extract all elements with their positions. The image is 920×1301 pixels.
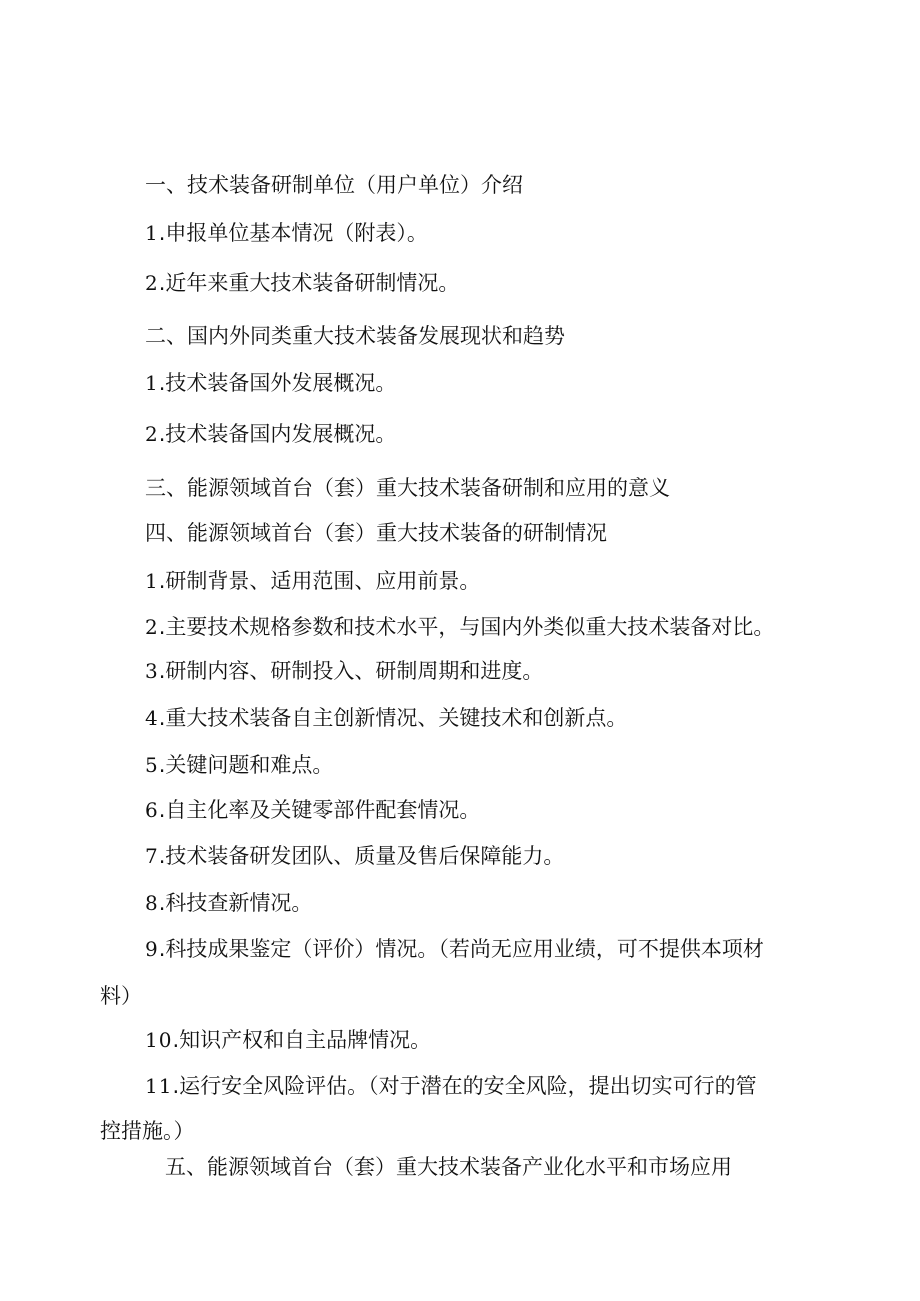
list-item — [145, 220, 428, 246]
item-number: 10 — [145, 1028, 173, 1052]
list-item — [145, 658, 543, 684]
item-number: 8 — [145, 891, 159, 915]
item-number: 4 — [145, 706, 159, 730]
section-heading-2: 二、国内外同类重大技术装备发展现状和趋势 — [145, 324, 565, 348]
item-number: 11 — [145, 1074, 173, 1098]
item-text: .申报单位基本情况（附表）。 — [158, 221, 428, 245]
item-number: 1 — [145, 221, 159, 245]
item-number: 6 — [145, 798, 159, 822]
item-text: .重大技术装备自主创新情况、关键技术和创新点。 — [158, 706, 628, 730]
item-text: .知识产权和自主品牌情况。 — [172, 1028, 432, 1052]
section-heading-1: 一、技术装备研制单位（用户单位）介绍 — [145, 173, 523, 197]
list-item — [145, 1027, 431, 1053]
section-heading-5: 五、能源领域首台（套）重大技术装备产业化水平和市场应用 — [165, 1155, 732, 1179]
list-item — [145, 370, 396, 396]
list-item-continuation: 控措施。） — [100, 1119, 195, 1143]
item-text: .主要技术规格参数和技术水平，与国内外类似重大技术装备对比。 — [158, 615, 775, 639]
item-text: .研制背景、适用范围、应用前景。 — [158, 569, 481, 593]
item-number: 2 — [145, 422, 159, 446]
item-text: .关键问题和难点。 — [158, 753, 334, 777]
item-text: .近年来重大技术装备研制情况。 — [158, 271, 460, 295]
list-item — [145, 752, 333, 778]
item-number: 9 — [145, 937, 159, 961]
list-item — [145, 421, 396, 447]
item-number: 7 — [145, 844, 159, 868]
item-text: .技术装备研发团队、质量及售后保障能力。 — [158, 844, 565, 868]
list-item — [145, 843, 564, 869]
item-text: .科技查新情况。 — [158, 891, 313, 915]
list-item — [145, 270, 459, 296]
item-number: 1 — [145, 569, 159, 593]
item-text: .运行安全风险评估。（对于潜在的安全风险，提出切实可行的管 — [172, 1074, 757, 1098]
item-text: .技术装备国内发展概况。 — [158, 422, 397, 446]
list-item — [145, 890, 312, 916]
item-text: .研制内容、研制投入、研制周期和进度。 — [158, 659, 544, 683]
list-item — [145, 705, 627, 731]
item-text: .科技成果鉴定（评价）情况。（若尚无应用业绩，可不提供本项材 — [158, 937, 764, 961]
section-heading-3: 三、能源领域首台（套）重大技术装备研制和应用的意义 — [145, 476, 670, 500]
item-number: 2 — [145, 615, 159, 639]
item-number: 2 — [145, 271, 159, 295]
list-item — [145, 797, 480, 823]
item-number: 5 — [145, 753, 159, 777]
item-number: 3 — [145, 659, 159, 683]
item-text: .自主化率及关键零部件配套情况。 — [158, 798, 481, 822]
list-item — [145, 614, 774, 640]
item-number: 1 — [145, 371, 159, 395]
list-item — [145, 1073, 757, 1099]
list-item-continuation: 料） — [100, 984, 142, 1008]
section-heading-4: 四、能源领域首台（套）重大技术装备的研制情况 — [145, 521, 607, 545]
item-text: .技术装备国外发展概况。 — [158, 371, 397, 395]
list-item — [145, 936, 764, 962]
list-item — [145, 568, 480, 594]
